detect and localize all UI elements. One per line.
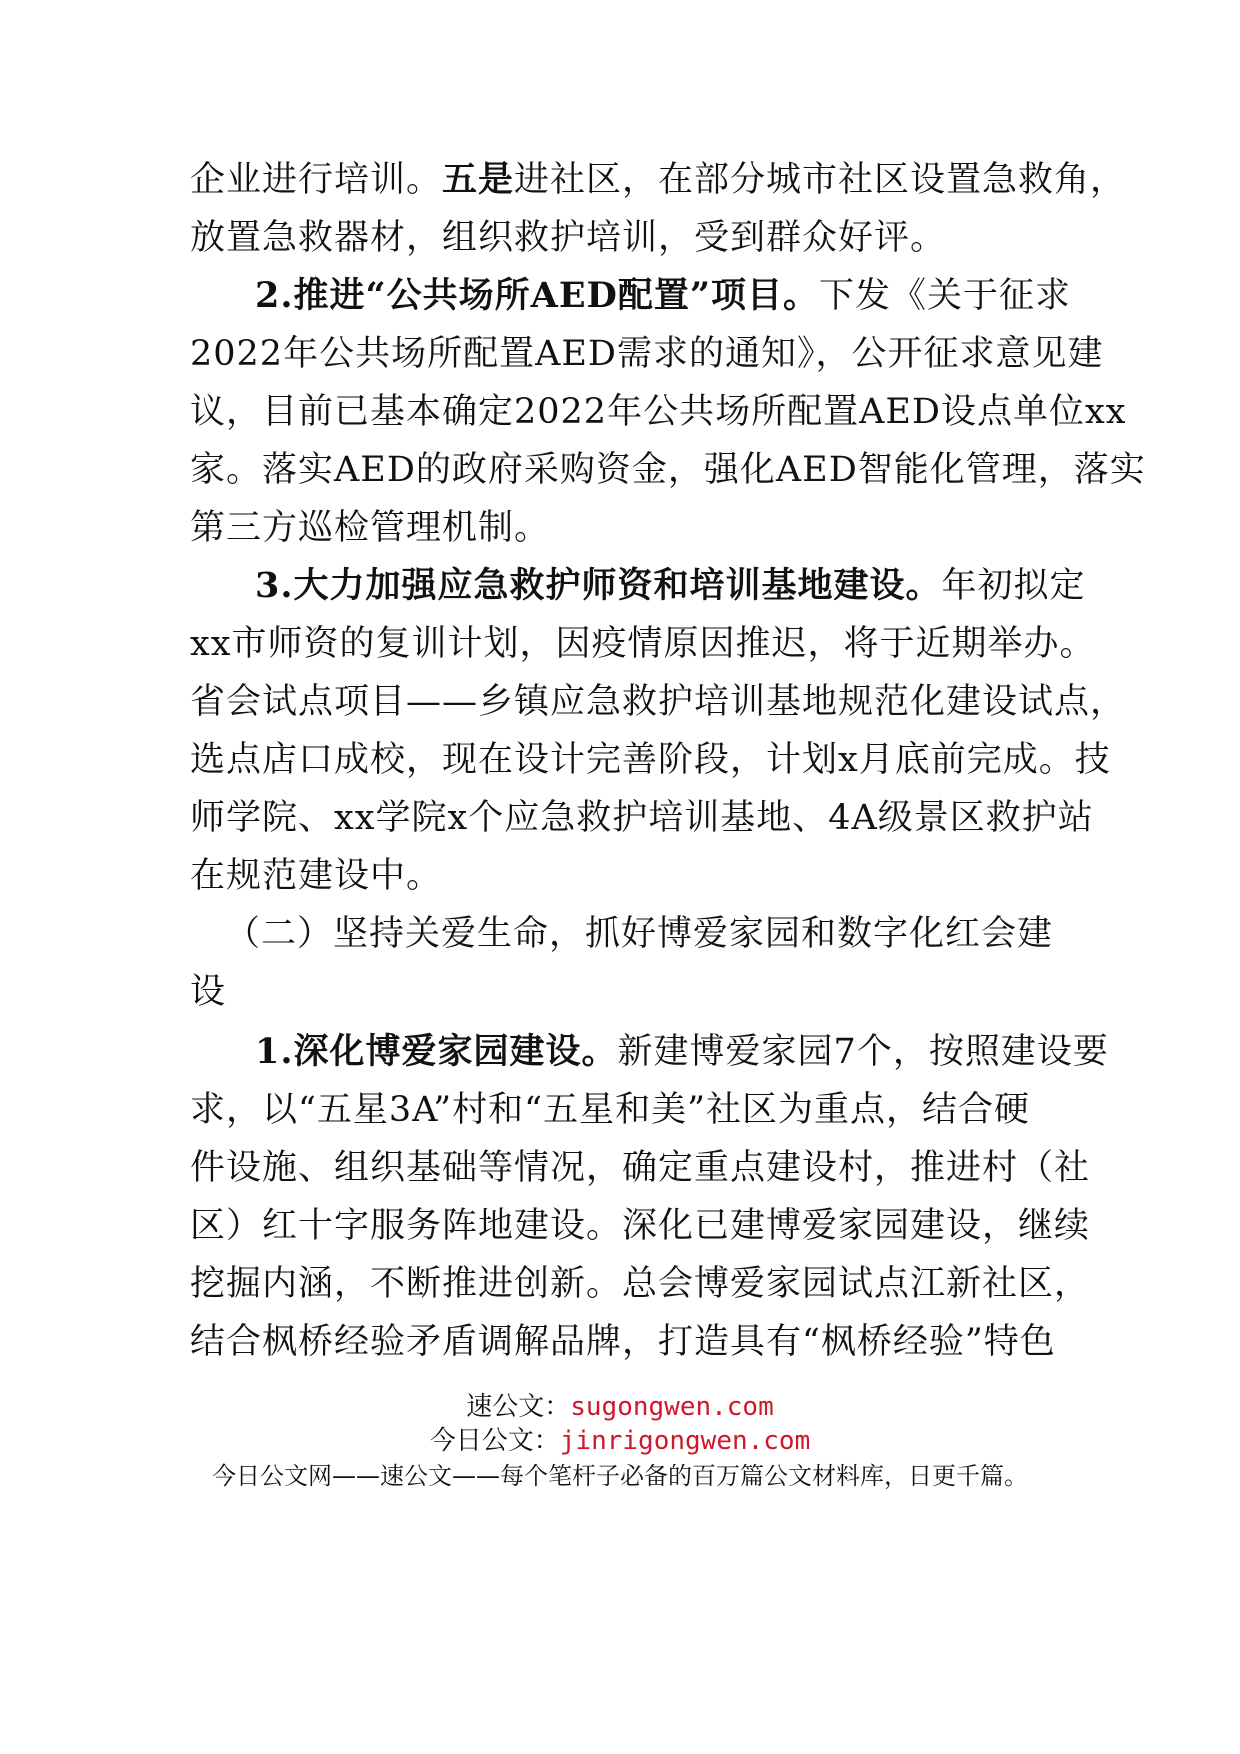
body-line [190,496,1050,560]
text-span: 第三方巡检管理机制。 [190,508,551,548]
body-line [190,1310,1056,1374]
body-line [190,670,1127,734]
body-line [190,438,1146,502]
body-line [190,148,1127,212]
text-span: 结合枫桥经验矛盾调解品牌，打造具有“枫桥经验”特色 [190,1322,1056,1362]
footer-label: 今日公文： [429,1426,560,1456]
footer-slogan [0,1456,1240,1491]
text-span: 进社区，在部分城市社区设置急救角， [514,160,1127,200]
text-span: 年初拟定 [941,566,1086,606]
body-line [190,728,1111,792]
body-line [190,1078,1050,1142]
text-span: 师学院、xx学院x个应急救护培训基地、4A级景区救护站 [190,798,1094,838]
footer-slogan-text: 今日公文网——速公文——每个笔杆子必备的百万篇公文材料库，日更千篇。 [212,1462,1028,1490]
text-span: 放置急救器材，组织救护培训，受到群众好评。 [190,218,947,258]
footer-label: 速公文： [466,1392,571,1422]
text-span: 企业进行培训。 [190,160,443,200]
text-span: 家。落实AED的政府采购资金，强化AED智能化管理，落实 [190,450,1146,490]
body-line [190,612,1096,676]
body-line [190,1194,1091,1258]
text-span: 新建博爱家园7个，按照建设要 [617,1032,1109,1072]
text-span: 区）红十字服务阵地建设。深化已建博爱家园建设，继续 [190,1206,1091,1246]
text-span: 件设施、组织基础等情况，确定重点建设村，推进村（社 [190,1148,1091,1188]
body-line [190,322,1104,386]
text-span: 在规范建设中。 [190,856,443,896]
section-heading [225,902,1085,966]
text-span: 求，以“五星3A”村和“五星和美”社区为重点，结合硬 [190,1090,1030,1130]
text-span: xx市师资的复训计划，因疫情原因推迟，将于近期举办。 [190,624,1096,664]
body-line [190,1252,1091,1316]
text-span: 挖掘内涵，不断推进创新。总会博爱家园试点江新社区， [190,1264,1091,1304]
text-span: 选点店口成校，现在设计完善阶段，计划x月底前完成。技 [190,740,1111,780]
body-line [255,554,1115,618]
item-heading: 1.深化博爱家园建设。 [255,1031,618,1072]
footer-link-jinrigongwen[interactable]: jinrigongwen.com [559,1426,811,1456]
text-span: （二）坚持关爱生命，抓好博爱家园和数字化红会建 [225,914,1054,954]
body-line [190,1136,1091,1200]
body-line [255,264,1115,328]
body-line [190,844,1050,908]
text-span: 设 [190,972,227,1012]
text-span: 省会试点项目——乡镇应急救护培训基地规范化建设试点， [190,682,1127,722]
body-line [190,206,1050,270]
body-line [190,380,1127,444]
item-heading: 3.大力加强应急救护师资和培训基地建设。 [255,565,942,606]
item-heading: 2.推进“公共场所AED配置”项目。 [255,275,819,316]
text-span: 下发《关于征求 [819,276,1072,316]
text-span: 2022年公共场所配置AED需求的通知》，公开征求意见建 [190,334,1104,374]
text-span: 议，目前已基本确定2022年公共场所配置AED设点单位xx [190,392,1127,432]
body-line [255,1020,1115,1084]
section-heading-cont [190,960,1050,1024]
footer-site-line-1 [0,1386,1240,1423]
footer-link-sugongwen[interactable]: sugongwen.com [570,1392,774,1422]
bold-lead: 五是 [442,159,515,200]
footer-site-line-2 [0,1420,1240,1457]
body-line [190,786,1094,850]
